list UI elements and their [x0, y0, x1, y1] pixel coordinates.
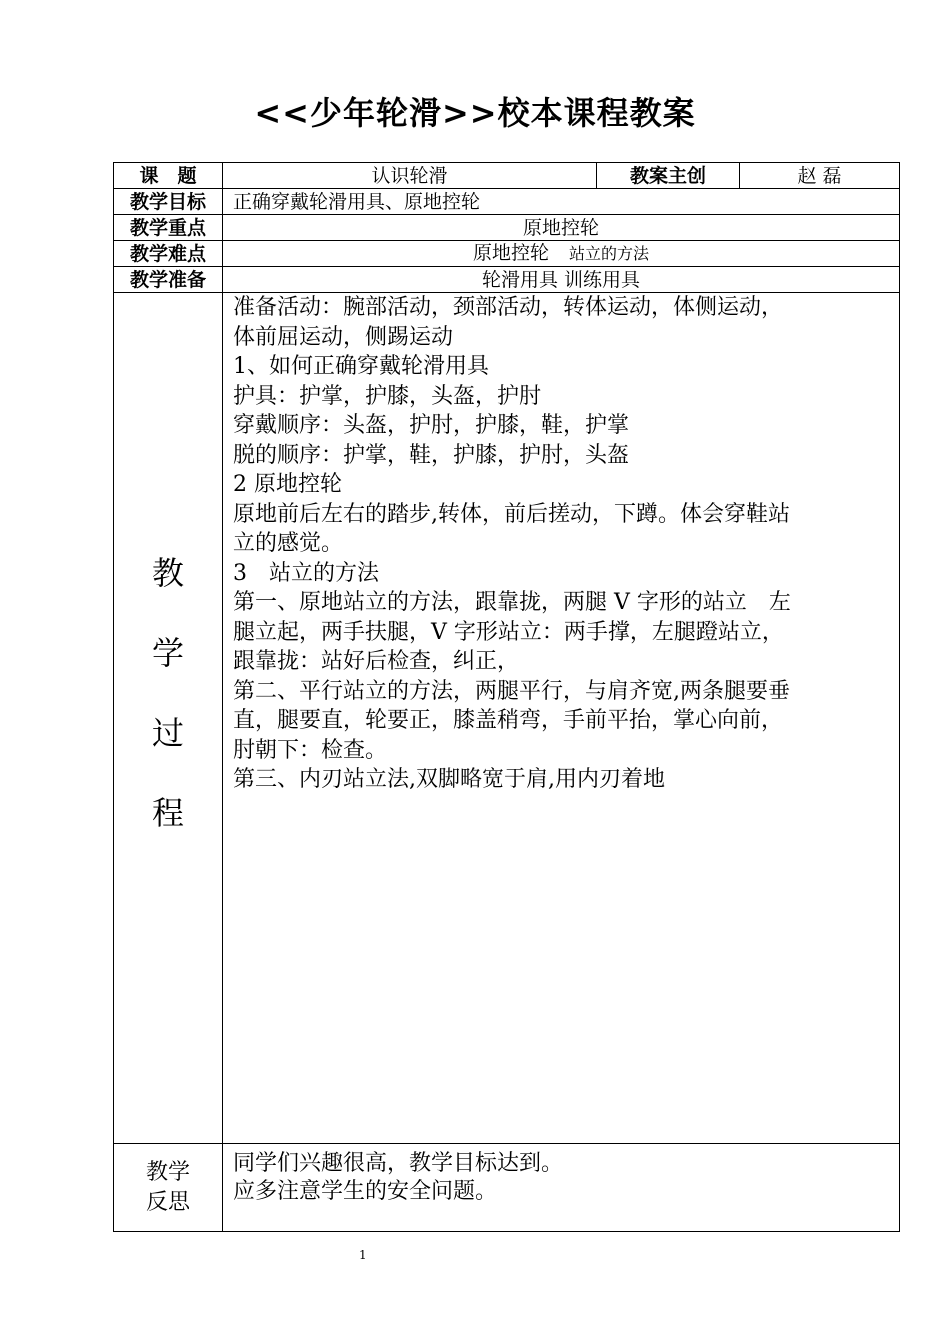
focus-label: 教学重点: [114, 215, 223, 241]
process-line: 穿戴顺序：头盔，护肘，护膝，鞋，护掌: [233, 413, 630, 438]
process-label-char: 程: [151, 794, 184, 832]
process-line: 体前屈运动，侧踢运动: [233, 324, 454, 350]
process-label-char: 学: [151, 634, 184, 672]
topic-value: 认识轮滑: [223, 163, 597, 189]
topic-label: 课 题: [114, 163, 223, 189]
prep-label: 教学准备: [114, 267, 223, 293]
process-line: 2 原地控轮: [233, 472, 342, 497]
reflection-label: [114, 1144, 223, 1232]
goal-row: [114, 189, 900, 215]
process-line: 原地前后左右的踏步,转体，前后搓动，下蹲。体会穿鞋站: [233, 501, 790, 527]
reflection-label-line: 教学: [145, 1159, 190, 1185]
process-line: 肘朝下：检查。: [233, 737, 388, 763]
lesson-plan-table: [113, 162, 900, 1232]
process-line: 1、如何正确穿戴轮滑用具: [233, 354, 489, 379]
process-label-char: 过: [151, 714, 184, 752]
process-line: 3 站立的方法: [233, 560, 379, 586]
reflection-row: [114, 1144, 900, 1232]
process-line: 脱的顺序：护掌，鞋，护膝，护肘，头盔: [233, 442, 630, 468]
process-line: 第二、平行站立的方法，两腿平行，与肩齐宽,两条腿要垂: [233, 678, 790, 704]
focus-value: 原地控轮: [223, 215, 900, 241]
reflection-label-line: 反思: [145, 1189, 190, 1215]
reflection-line: 应多注意学生的安全问题。: [233, 1179, 498, 1204]
difficulty-note: 站立的方法: [569, 244, 650, 263]
process-line: 腿立起，两手扶腿，V 字形站立：两手撑，左腿蹬站立，: [233, 619, 784, 645]
process-row: [114, 293, 900, 1144]
author-label: 教案主创: [597, 163, 740, 189]
difficulty-row: [114, 241, 900, 267]
process-content: [223, 293, 900, 1144]
author-value: 赵 磊: [740, 163, 900, 189]
difficulty-cell: [223, 241, 900, 267]
prep-value: 轮滑用具 训练用具: [223, 267, 900, 293]
process-line: 护具：护掌，护膝，头盔，护肘: [233, 383, 542, 409]
process-line: 第三、内刃站立法,双脚略宽于肩,用内刃着地: [233, 767, 665, 792]
goal-value: 正确穿戴轮滑用具、原地控轮: [223, 189, 900, 215]
difficulty-label: 教学难点: [114, 241, 223, 267]
process-line: 立的感觉。: [233, 531, 344, 556]
process-line: 直，腿要直，轮要正，膝盖稍弯，手前平抬，掌心向前，: [233, 708, 784, 733]
process-label: [114, 293, 223, 1144]
topic-row: [114, 163, 900, 189]
process-line: 第一、原地站立的方法，跟靠拢，两腿 V 字形的站立 左: [233, 590, 791, 615]
page-number: 1: [359, 1248, 367, 1262]
process-line: 准备活动：腕部活动，颈部活动，转体运动，体侧运动，: [233, 295, 784, 320]
process-label-char: 教: [151, 554, 184, 592]
process-line: 跟靠拢：站好后检查，纠正，: [233, 649, 520, 674]
reflection-line: 同学们兴趣很高，教学目标达到。: [233, 1151, 564, 1176]
focus-row: [114, 215, 900, 241]
difficulty-value: 原地控轮: [472, 242, 549, 264]
goal-label: 教学目标: [114, 189, 223, 215]
reflection-content: [223, 1144, 900, 1232]
prep-row: [114, 267, 900, 293]
page-title: <<少年轮滑>>校本课程教案: [254, 94, 696, 132]
